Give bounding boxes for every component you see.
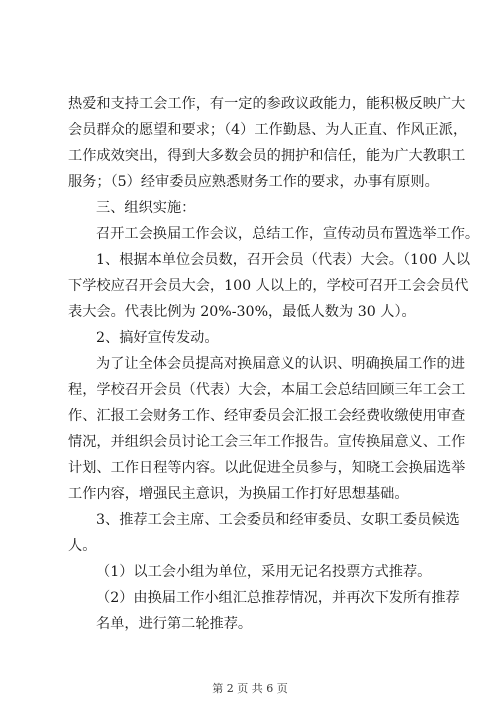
paragraph-line: 名单，进行第二轮推荐。 <box>96 616 253 632</box>
paragraph-line: 热爱和支持工会工作，有一定的参政议政能力，能积极反映广大 <box>68 96 466 112</box>
paragraph-line: 表大会。代表比例为 20%-30%，最低人数为 30 人）。 <box>68 304 416 320</box>
paragraph-line: 作、汇报工会财务工作、经审委员会汇报工会经费收缴使用审查 <box>68 408 466 424</box>
paragraph-line: 服务；（5）经审委员应熟悉财务工作的要求，办事有原则。 <box>68 174 439 190</box>
paragraph-line: 情况，并组织会员讨论工会三年工作报告。宣传换届意义、工作 <box>68 434 466 450</box>
paragraph-line: 工作内容，增强民主意识，为换届工作打好思想基础。 <box>68 486 409 502</box>
subsection-heading: 3、推荐工会主席、工会委员和经审委员、女职工委员候选 <box>96 512 460 528</box>
paragraph-line: 人。 <box>68 538 97 554</box>
list-item: （1）以工会小组为单位，采用无记名投票方式推荐。 <box>96 564 432 580</box>
list-item: （2）由换届工作小组汇总推荐情况，并再次下发所有推荐 <box>96 590 460 606</box>
paragraph-line: 下学校应召开会员大会，100 人以上的，学校可召开工会会员代 <box>68 278 469 294</box>
paragraph-line: 工作成效突出，得到大多数会员的拥护和信任，能为广大教职工 <box>68 148 466 164</box>
paragraph-line: 1、根据本单位会员数，召开会员（代表）大会。（100 人以 <box>96 252 471 268</box>
paragraph-line: 计划、工作日程等内容。以此促进全员参与，知晓工会换届选举 <box>68 460 466 476</box>
section-heading: 三、组织实施： <box>96 200 196 216</box>
paragraph-line: 会员群众的愿望和要求；（4）工作勤恳、为人正直、作风正派， <box>68 122 468 138</box>
paragraph-line: 为了让全体会员提高对换届意义的认识、明确换届工作的进 <box>96 356 465 372</box>
page-number: 第 2 页 共 6 页 <box>212 682 288 695</box>
paragraph-line: 程，学校召开会员（代表）大会，本届工会总结回顾三年工会工 <box>68 382 466 398</box>
subsection-heading: 2、搞好宣传发动。 <box>96 330 219 346</box>
paragraph-line: 召开工会换届工作会议，总结工作，宣传动员布置选举工作。 <box>96 226 480 242</box>
